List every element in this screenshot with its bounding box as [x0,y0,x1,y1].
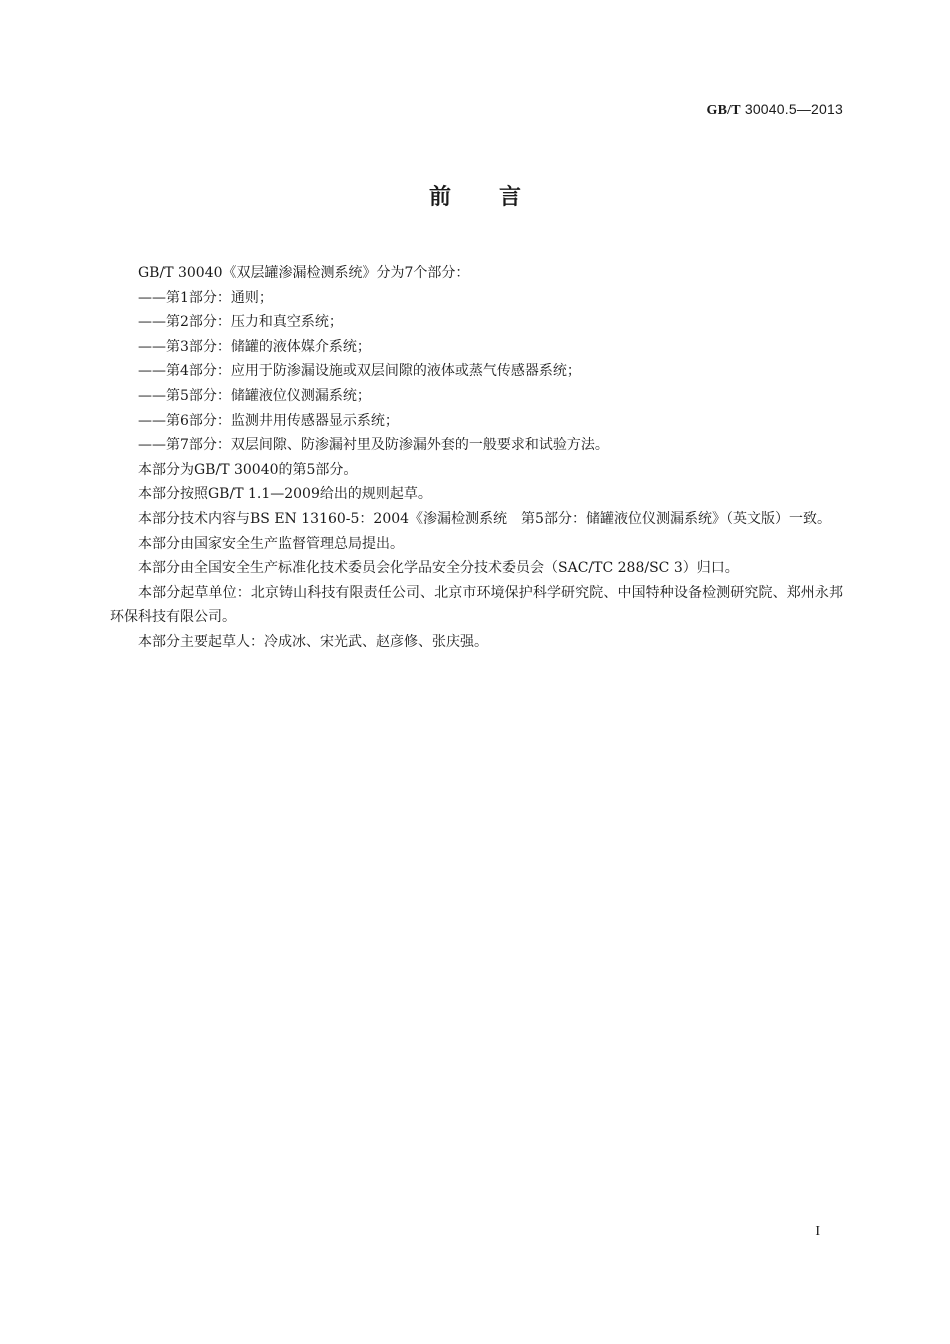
standard-code: 30040.5—2013 [740,101,843,117]
list-item-part-2: ——第2部分：压力和真空系统； [138,314,343,331]
list-item-part-5: ——第5部分：储罐液位仪测漏系统； [138,387,371,404]
paragraph-drafting-rules: 本部分按照GB/T 1.1—2009给出的规则起草。 [138,486,432,503]
list-item-part-6: ——第6部分：监测井用传感器显示系统； [138,412,399,429]
paragraph-proposer: 本部分由国家安全生产监督管理总局提出。 [138,535,404,552]
standard-prefix: GB/T [706,103,741,118]
list-item-part-1: ——第1部分：通则； [138,289,273,306]
paragraph-drafters: 本部分主要起草人：冷成冰、宋光武、赵彦修、张庆强。 [138,633,488,650]
paragraph-part-number: 本部分为GB/T 30040的第5部分。 [138,461,358,478]
standard-number [706,101,843,119]
list-item-part-7: ——第7部分：双层间隙、防渗漏衬里及防渗漏外套的一般要求和试验方法。 [138,437,609,454]
paragraph-technical-equivalence: 本部分技术内容与BS EN 13160-5：2004《渗漏检测系统 第5部分：储罐液位仪测漏系统》（英文版）一致。 [138,510,831,527]
page-number: I [815,1224,820,1239]
paragraph-intro: GB/T 30040《双层罐渗漏检测系统》分为7个部分： [138,265,470,281]
page-title: 前言 [428,185,569,210]
list-item-part-3: ——第3部分：储罐的液体媒介系统； [138,338,371,355]
paragraph-committee: 本部分由全国安全生产标准化技术委员会化学品安全分技术委员会（SAC/TC 288/SC 3）归口。 [138,560,739,577]
foreword-body [110,261,843,655]
list-item-part-4: ——第4部分：应用于防渗漏设施或双层间隙的液体或蒸气传感器系统； [138,363,581,380]
paragraph-drafting-units: 本部分起草单位：北京铸山科技有限责任公司、北京市环境保护科学研究院、中国特种设备检测研究院、郑州永邦环保科技有限公司。 [110,584,843,626]
